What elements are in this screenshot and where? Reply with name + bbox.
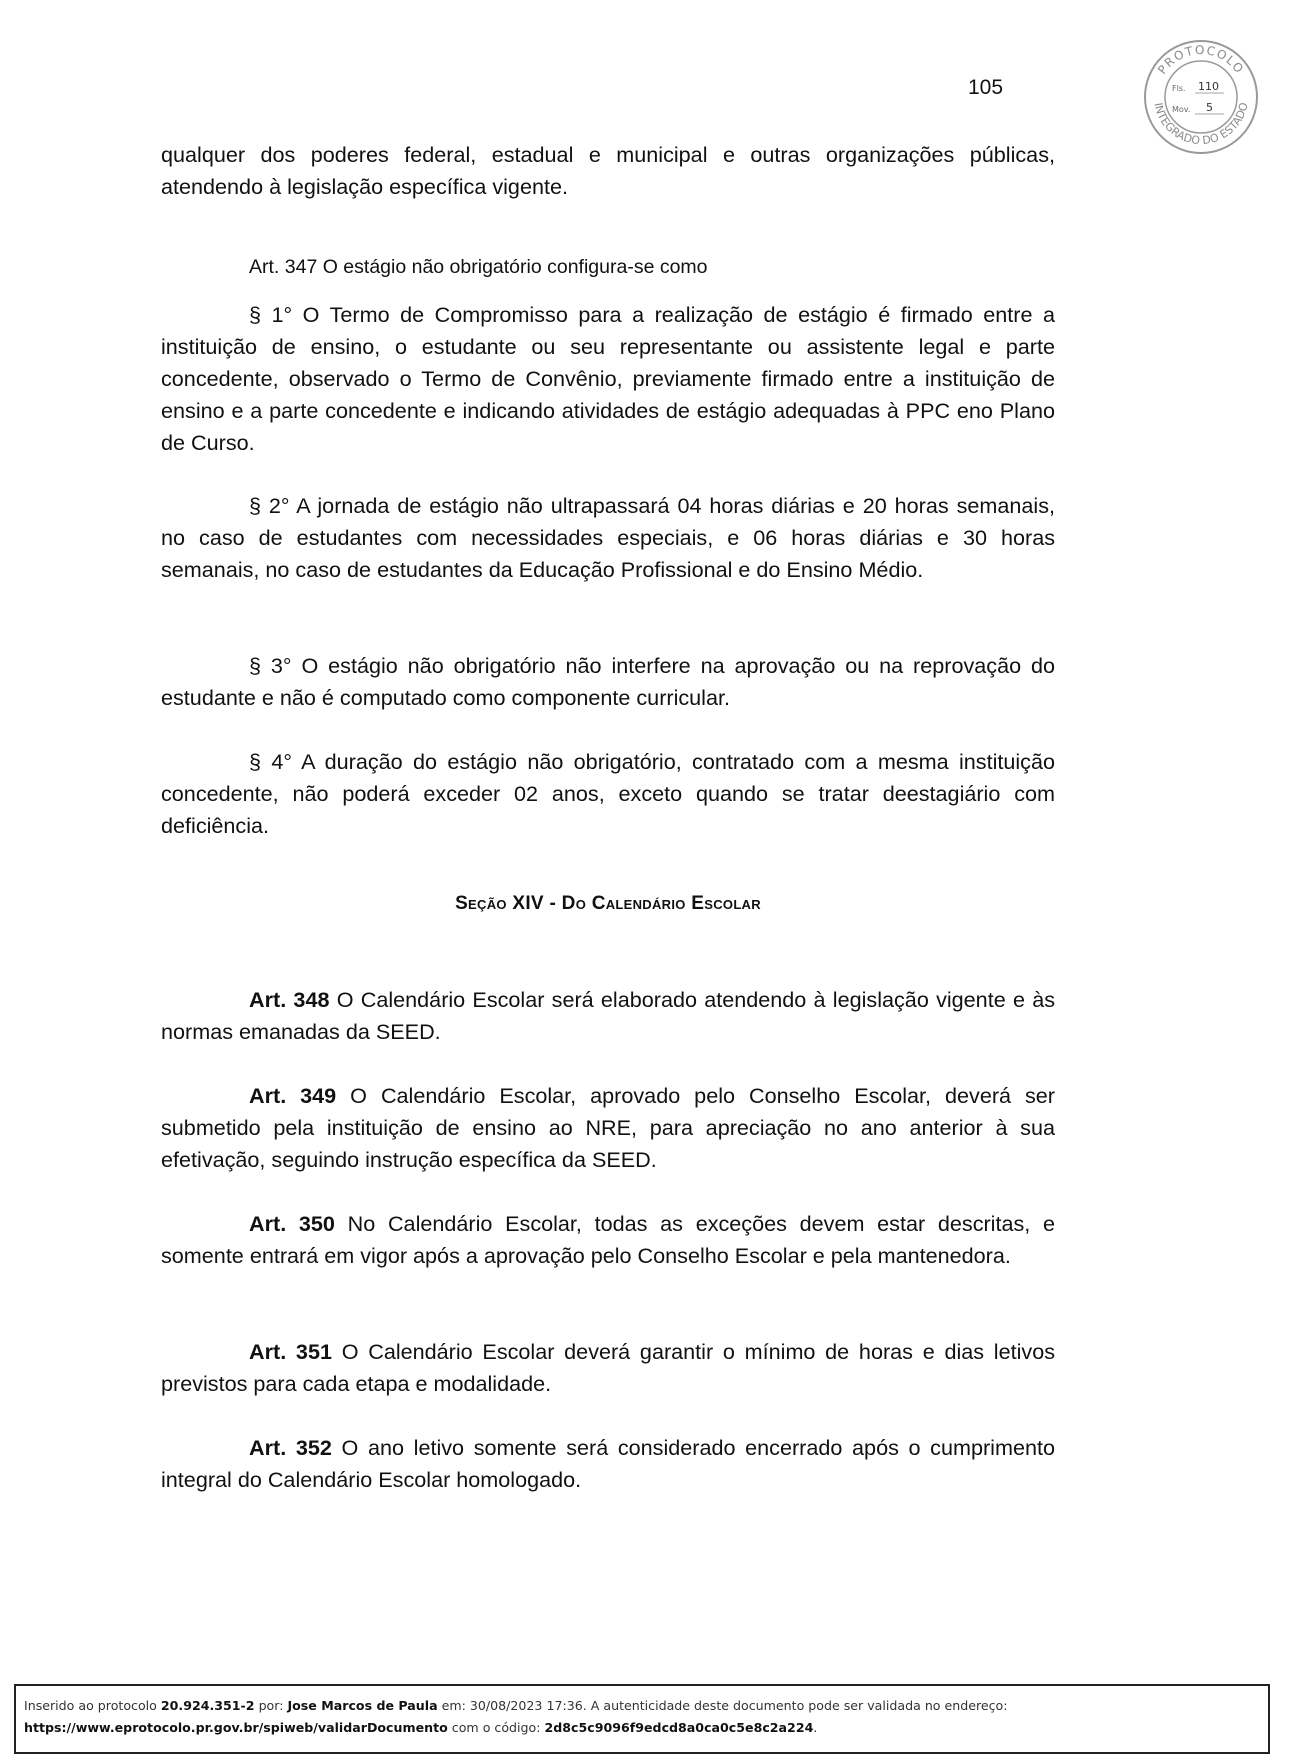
intro-paragraph: qualquer dos poderes federal, estadual e municipal e outras organizações públicas, atendendo à legislação específica vigente. bbox=[161, 142, 1055, 199]
footer-validation-url[interactable]: https://www.eprotocolo.pr.gov.br/spiweb/validarDocumento bbox=[24, 1720, 448, 1735]
art-352-label: Art. 352 bbox=[249, 1435, 332, 1460]
paragraph-1: § 1° O Termo de Compromisso para a realização de estágio é firmado entre a instituição de ensino, o estudante ou seu representante ou assistente legal e parte concedente, observado o Termo de Convênio, previamente firmado entre a instituição de ensino e a parte concedente e indicando atividades de estágio adequadas à PPC eno Plano de Curso. bbox=[161, 302, 1055, 455]
svg-text:PROTOCOLO: PROTOCOLO bbox=[1154, 42, 1247, 77]
art-350 bbox=[161, 1208, 1055, 1272]
art-349-text: O Calendário Escolar, aprovado pelo Conselho Escolar, deverá ser submetido pela instituição de ensino ao NRE, para apreciação no ano anterior à sua efetivação, seguindo instrução específica da SEED. bbox=[161, 1083, 1055, 1172]
page-number: 105 bbox=[968, 76, 1004, 99]
footer-protocol-number: 20.924.351-2 bbox=[160, 1698, 255, 1713]
protocol-stamp bbox=[1142, 38, 1260, 156]
paragraph-4: § 4° A duração do estágio não obrigatório, contratado com a mesma instituição concedente, não poderá exceder 02 anos, exceto quando se tratar deestagiário com deficiência. bbox=[161, 749, 1055, 838]
svg-text:INTEGRADO DO ESTADO: INTEGRADO DO ESTADO bbox=[1151, 101, 1251, 148]
svg-text:Mov.: Mov. bbox=[1172, 105, 1191, 114]
svg-text:110: 110 bbox=[1198, 80, 1219, 93]
footer-text: em: 30/08/2023 17:36. A autenticidade deste documento pode ser validada no endereço: bbox=[437, 1698, 1008, 1713]
svg-text:5: 5 bbox=[1206, 101, 1213, 114]
art-352 bbox=[161, 1432, 1055, 1496]
art-348 bbox=[161, 984, 1055, 1048]
art-349 bbox=[161, 1080, 1055, 1176]
protocol-stamp-seal bbox=[1142, 38, 1260, 156]
art-351-text: O Calendário Escolar deverá garantir o mínimo de horas e dias letivos previstos para cada etapa e modalidade. bbox=[161, 1339, 1056, 1396]
footer-author: Jose Marcos de Paula bbox=[287, 1698, 438, 1713]
art-347 bbox=[161, 251, 1055, 283]
art-352-text: O ano letivo somente será considerado encerrado após o cumprimento integral do Calendário Escolar homologado. bbox=[161, 1435, 1055, 1492]
section-title: Seção XIV - Do Calendário Escolar bbox=[455, 893, 761, 914]
art-347-text: O estágio não obrigatório configura-se como bbox=[317, 256, 708, 278]
art-349-label: Art. 349 bbox=[249, 1083, 337, 1108]
validation-footer bbox=[14, 1684, 1270, 1754]
art-347-label: Art. 347 bbox=[249, 256, 318, 278]
paragraph-2: § 2° A jornada de estágio não ultrapassará 04 horas diárias e 20 horas semanais, no caso de estudantes com necessidades especiais, e 06 horas diárias e 30 horas semanais, no caso de estudantes da Educação Profissional e do Ensino Médio. bbox=[161, 493, 1055, 582]
art-350-text: No Calendário Escolar, todas as exceções devem estar descritas, e somente entrará em vigor após a aprovação pelo Conselho Escolar e pela mantenedora. bbox=[161, 1211, 1056, 1268]
footer-text: . bbox=[813, 1720, 818, 1735]
footer-validation-code: 2d8c5c9096f9edcd8a0ca0c5e8c2a224 bbox=[544, 1720, 814, 1735]
art-351 bbox=[161, 1336, 1055, 1400]
art-351-label: Art. 351 bbox=[249, 1339, 332, 1364]
art-348-label: Art. 348 bbox=[249, 987, 330, 1012]
footer-text: Inserido ao protocolo bbox=[24, 1698, 161, 1713]
art-348-text: O Calendário Escolar será elaborado atendendo à legislação vigente e às normas emanadas da SEED. bbox=[161, 987, 1056, 1044]
footer-text: com o código: bbox=[447, 1720, 545, 1735]
art-350-label: Art. 350 bbox=[249, 1211, 335, 1236]
paragraph-3: § 3° O estágio não obrigatório não interfere na aprovação ou na reprovação do estudante e não é computado como componente curricular. bbox=[161, 653, 1055, 710]
svg-text:Fls.: Fls. bbox=[1172, 84, 1186, 93]
footer-text: por: bbox=[254, 1698, 288, 1713]
